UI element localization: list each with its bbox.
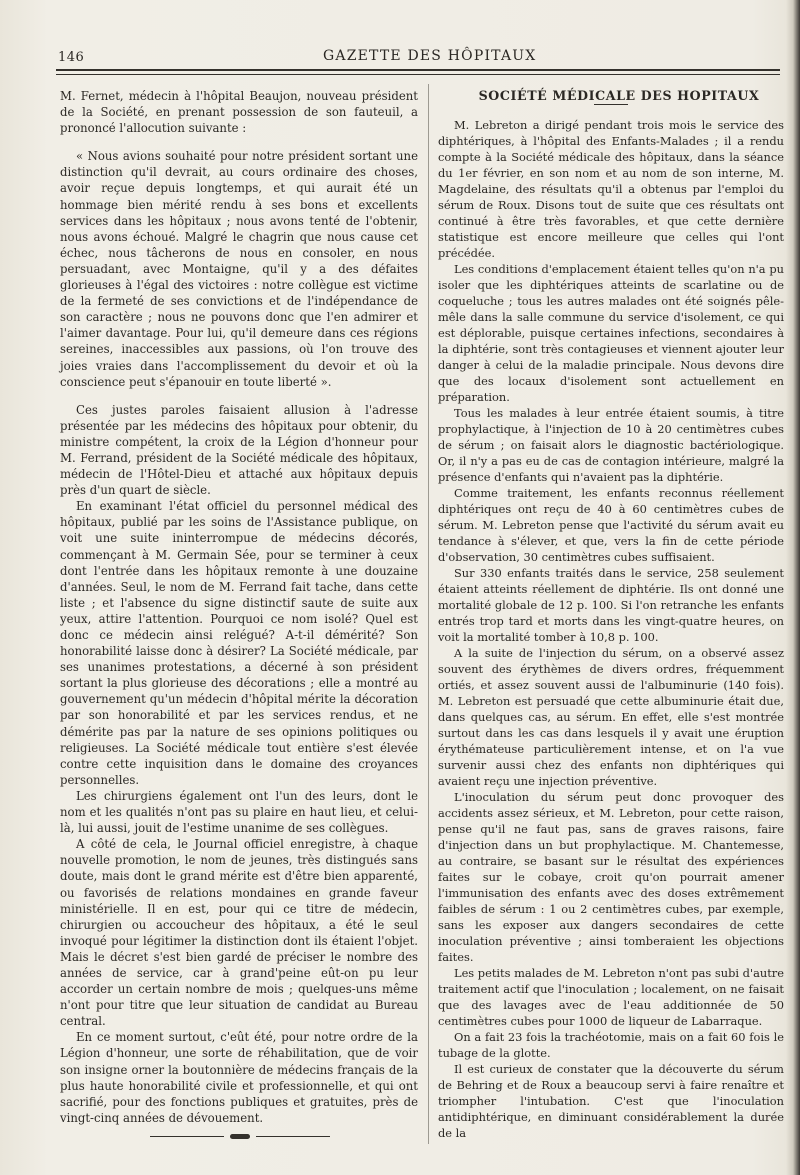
paragraph: On a fait 23 fois la trachéotomie, mais on a fait 60 fois le tubage de la glotte. — [438, 1030, 784, 1060]
right-column — [438, 88, 784, 1141]
header-rule-thick — [56, 69, 780, 71]
left-column — [60, 88, 418, 1126]
paragraph: Comme traitement, les enfants reconnus réellement diphtériques ont reçu de 40 à 60 centimètres cubes de sérum. M. Lebreton pense que l'activité du sérum avait eu tendance à s'élever, et que, vers la fin de cette période d'observation, 30 centimètres cubes suffisaient. — [438, 486, 784, 564]
paragraph: Les petits malades de M. Lebreton n'ont pas subi d'autre traitement actif que l'inoculation ; localement, on ne faisait que des lavages avec de l'eau additionnée de 50 centimètres cubes pour 1000 de liqueur de Labarraque. — [438, 966, 784, 1028]
title-rule — [594, 104, 628, 105]
header-rule-thin — [56, 74, 780, 75]
paragraph: A la suite de l'injection du sérum, on a observé assez souvent des érythèmes de divers ordres, fréquemment ortiés, et assez souvent aussi de l'albuminurie (140 fois). M. Lebreton est persuadé que cette albuminurie était due, dans quelques cas, au sérum. En effet, elle s'est montrée surtout dans les cas dans lesquels il y avait une éruption érythémateuse particulièrement intense, et on l'a vue survenir aussi chez des enfants non diphtériques qui avaient reçu une injection préventive. — [438, 646, 784, 788]
paragraph: A côté de cela, le Journal officiel enregistre, à chaque nouvelle promotion, le nom de jeunes, très distingués sans doute, mais dont le grand mérite est d'être bien apparenté, ou favorisés de relations mondaines en grande faveur ministérielle. Il en est, pour qui ce titre de médecin, chirurgien ou accoucheur des hôpitaux, a été le seul invoqué pour légitimer la distinction dont ils étaient l'objet. Mais le décret s'est bien gardé de préciser le nombre des années de service, car à grand'peine eût-on pu leur accorder un certain nombre de mois ; quelques-uns même n'ont pour titre que leur situation de candidat au Bureau central. — [60, 837, 418, 1029]
end-ornament — [150, 1134, 330, 1140]
paragraph: Les chirurgiens également ont l'un des leurs, dont le nom et les qualités n'ont pas su plaire en haut lieu, et celui-là, lui aussi, jouit de l'estime unanime de ses collègues. — [60, 788, 418, 836]
paragraph: En examinant l'état officiel du personnel médical des hôpitaux, publié par les soins de l'Assistance publique, on voit une suite ininterrompue de médecins décorés, commençant à M. Germain Sée, pour se terminer à ceux dont l'entrée dans les hôpitaux remonte à une douzaine d'années. Seul, le nom de M. Ferrand fait tache, dans cette liste ; et l'absence du signe distinctif saute de suite aux yeux, attire l'attention. Pourquoi ce nom isolé? Quel est donc ce médecin ainsi relégué? A-t-il démérité? Son honorabilité laisse donc à désirer? La Société médicale, par ses unanimes protestations, a décerné à son président sortant la plus glorieuse des décorations ; elle a montré au gouvernement qu'un médecin d'hôpital mérite la décoration par son honorabilité et par les services rendus, et ne démérite pas par la nature de ses opinions politiques ou religieuses. La Société médicale tout entière s'est élevée contre cette inquisition dans le domaine des croyances personnelles. — [60, 499, 418, 787]
paragraph: L'inoculation du sérum peut donc provoquer des accidents assez sérieux, et M. Lebreton, pour cette raison, pense qu'il ne faut pas, sans de graves raisons, faire d'injection dans un but prophylactique. M. Chantemesse, au contraire, se basant sur le résultat des expériences faites sur le cobaye, croit qu'on pourrait amener l'immunisation des enfants avec des doses extrêmement faibles de sérum : 1 ou 2 centimètres cubes, par exemple, sans les exposer aux dangers secondaires de cette inoculation préventive ; ainsi tomberaient les objections faites. — [438, 790, 784, 964]
paragraph: Les conditions d'emplacement étaient telles qu'on n'a pu isoler que les diphtériques atteints de scarlatine ou de coqueluche ; tous les autres malades ont été soignés pêle-mêle dans la salle commune du service d'isolement, ce qui est déplorable, puisque certaines infections, secondaires à la diphtérie, sont très contagieuses et viennent ajouter leur danger à celui de la maladie principale. Nous devons dire que des locaux d'isolement sont actuellement en préparation. — [438, 262, 784, 404]
column-divider — [428, 84, 429, 1144]
paragraph: Il est curieux de constater que la découverte du sérum de Behring et de Roux a beaucoup servi à faire renaître et triompher l'intubation. C'est que l'inoculation antidiphtérique, en diminuant considérablement la durée de la — [438, 1062, 784, 1140]
paragraph: « Nous avions souhaité pour notre président sortant une distinction qu'il devrait, au cours ordinaire des choses, avoir reçue depuis longtemps, et qui aurait été un hommage bien mérité rendu à ses bons et excellents services dans les hôpitaux ; nous avons tenté de l'obtenir, nous avons échoué. Malgré le chagrin que nous cause cet échec, nous tâcherons de nous en consoler, en nous persuadant, avec Montaigne, qu'il y a des défaites glorieuses à l'égal des victoires : notre collègue est victime de la fermeté de ses convictions et de l'indépendance de son caractère ; nous ne pouvons donc que l'en admirer et l'aimer davantage. Pour lui, qu'il demeure dans ces régions sereines, inaccessibles aux passions, où l'on trouve des joies vraies dans l'accomplissement du devoir et où la conscience peut s'épanouir en toute liberté ». — [60, 149, 418, 389]
section-title: SOCIÉTÉ MÉDICALE DES HOPITAUX — [478, 88, 760, 103]
paragraph: Ces justes paroles faisaient allusion à l'adresse présentée par les médecins des hôpitaux pour obtenir, du ministre compétent, la croix de la Légion d'honneur pour M. Ferrand, président de la Société médicale des hôpitaux, médecin de l'Hôtel-Dieu et attaché aux hôpitaux depuis près d'un quart de siècle. — [60, 402, 418, 498]
running-title: GAZETTE DES HÔPITAUX — [323, 48, 537, 64]
paragraph: Sur 330 enfants traités dans le service, 258 seulement étaient atteints réellement de diphtérie. Ils ont donné une mortalité globale de 12 p. 100. Si l'on retranche les enfants entrés trop tard et morts dans les vingt-quatre heures, on voit la mortalité tomber à 10,8 p. 100. — [438, 566, 784, 644]
paragraph: M. Fernet, médecin à l'hôpital Beaujon, nouveau président de la Société, en prenant possession de son fauteuil, a prononcé l'allocution suivante : — [60, 89, 418, 136]
paragraph: M. Lebreton a dirigé pendant trois mois le service des diphtériques, à l'hôpital des Enfants-Malades ; il a rendu compte à la Société médicale des hôpitaux, dans la séance du 1er février, en son nom et au nom de son interne, M. Magdelaine, des résultats qu'il a obtenus par l'emploi du sérum de Roux. Disons tout de suite que ces résultats ont continué à être très favorables, et que cette dernière statistique est encore meilleure que celles qui l'ont précédée. — [438, 118, 784, 260]
paragraph: Tous les malades à leur entrée étaient soumis, à titre prophylactique, à l'injection de 10 à 20 centimètres cubes de sérum ; on faisait alors le diagnostic bactériologique. Or, il n'y a pas eu de cas de contagion intérieure, malgré la présence d'enfants qui n'avaient pas la diphtérie. — [438, 406, 784, 484]
paragraph: En ce moment surtout, c'eût été, pour notre ordre de la Légion d'honneur, une sorte de réhabilitation, que de voir son insigne orner la boutonnière de médecins français de la plus haute honorabilité civile et professionnelle, et qui ont sacrifié, pour des fonctions publiques et gratuites, près de vingt-cinq années de dévouement. — [60, 1030, 418, 1125]
page-number: 146 — [58, 50, 85, 65]
page-edge-shadow — [786, 0, 800, 1175]
